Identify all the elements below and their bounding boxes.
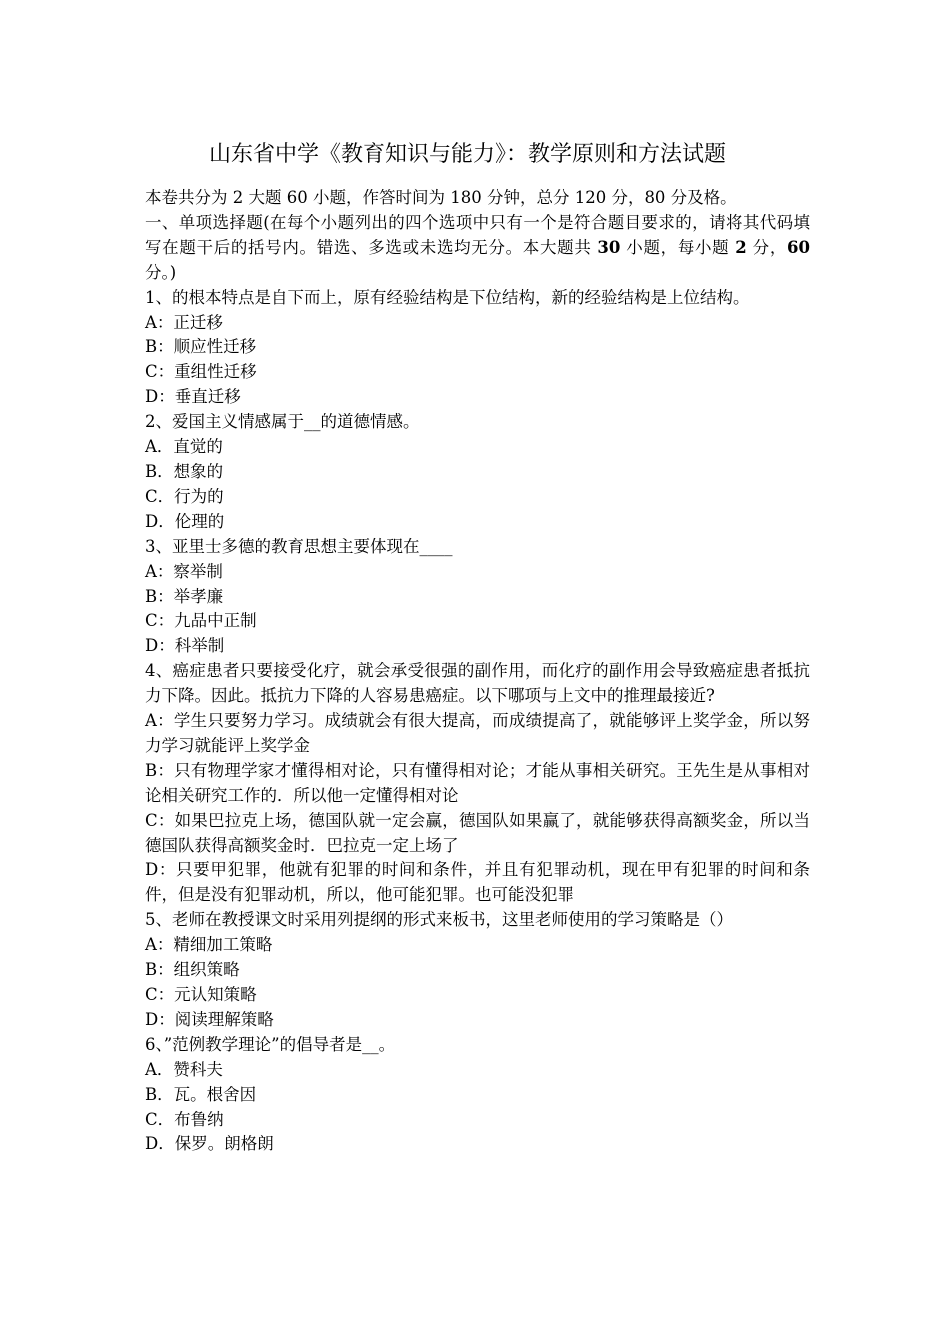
option-a: A：察举制 <box>145 561 223 581</box>
option-c: C．布鲁纳 <box>145 1109 224 1129</box>
option-a: A：正迁移 <box>145 312 223 332</box>
option-b: B．瓦。根舍因 <box>145 1084 257 1104</box>
option-a: A．赞科夫 <box>145 1059 223 1079</box>
question-stem: 6、”范例教学理论”的倡导者是__。 <box>145 1034 396 1054</box>
question-stem: 4、癌症患者只要接受化疗，就会承受很强的副作用，而化疗的副作用会导致癌症患者抵抗力下降。因此。抵抗力下降的人容易患癌症。以下哪项与上文中的推理最接近? <box>145 661 810 706</box>
option-d: D：科举制 <box>145 636 225 656</box>
question-stem: 5、老师在教授课文时采用列提纲的形式来板书，这里老师使用的学习策略是（） <box>145 910 733 930</box>
question-2 <box>145 410 810 535</box>
section-heading-text-1: 一、单项选择题(在每个小题列出的四个选项中只有一个是符合题目要求的，请将其代码填写在题干后的括号内。错选、多选或未选均无分。本大题共 <box>145 212 810 257</box>
question-1 <box>145 286 810 411</box>
exam-document <box>145 140 810 1157</box>
section-heading <box>145 211 810 286</box>
option-c: C．行为的 <box>145 486 224 506</box>
option-d: D．伦理的 <box>145 511 225 531</box>
exam-intro: 本卷共分为 2 大题 60 小题，作答时间为 180 分钟，总分 120 分，80 分及格。 <box>145 188 737 207</box>
option-b: B：举孝廉 <box>145 586 224 606</box>
option-d: D：垂直迁移 <box>145 387 241 407</box>
section-heading-text-2: 小题，每小题 <box>620 237 736 257</box>
points-per-question: 2 <box>735 237 747 257</box>
question-stem: 3、亚里士多德的教育思想主要体现在____ <box>145 536 453 556</box>
question-4 <box>145 659 810 908</box>
option-c: C：如果巴拉克上场，德国队就一定会赢，德国队如果赢了，就能够获得高额奖金，所以当德国队获得高额奖金时．巴拉克一定上场了 <box>145 810 810 855</box>
section-heading-text-4: 分。) <box>145 262 177 282</box>
question-6 <box>145 1033 810 1158</box>
section-heading-text-3: 分， <box>746 237 788 257</box>
option-c: C：元认知策略 <box>145 985 257 1004</box>
document-title: 山东省中学《教育知识与能力》：教学原则和方法试题 <box>208 142 726 167</box>
option-a: A：学生只要努力学习。成绩就会有很大提高，而成绩提高了，就能够评上奖学金，所以努力学习就能评上奖学金 <box>145 711 810 755</box>
option-b: B：只有物理学家才懂得相对论，只有懂得相对论；才能从事相关研究。王先生是从事相对论相关研究工作的．所以他一定懂得相对论 <box>145 760 810 805</box>
option-c: C：九品中正制 <box>145 611 257 631</box>
question-count: 30 <box>597 237 621 257</box>
total-points: 60 <box>787 237 810 257</box>
option-d: D．保罗。朗格朗 <box>145 1134 274 1154</box>
option-a: A．直觉的 <box>145 437 223 457</box>
option-b: B：组织策略 <box>145 960 240 980</box>
question-stem: 2、爱国主义情感属于__的道德情感。 <box>145 412 420 432</box>
option-d: D：阅读理解策略 <box>145 1009 274 1029</box>
question-5 <box>145 908 810 1033</box>
option-b: B．想象的 <box>145 461 224 481</box>
option-a: A：精细加工策略 <box>145 935 273 955</box>
question-stem: 1、的根本特点是自下而上，原有经验结构是下位结构，新的经验结构是上位结构。 <box>145 287 750 307</box>
option-d: D：只要甲犯罪，他就有犯罪的时间和条件，并且有犯罪动机，现在甲有犯罪的时间和条件，但是没有犯罪动机，所以，他可能犯罪。也可能没犯罪 <box>145 860 810 905</box>
option-b: B：顺应性迁移 <box>145 337 257 357</box>
option-c: C：重组性迁移 <box>145 362 257 382</box>
question-3 <box>145 535 810 660</box>
